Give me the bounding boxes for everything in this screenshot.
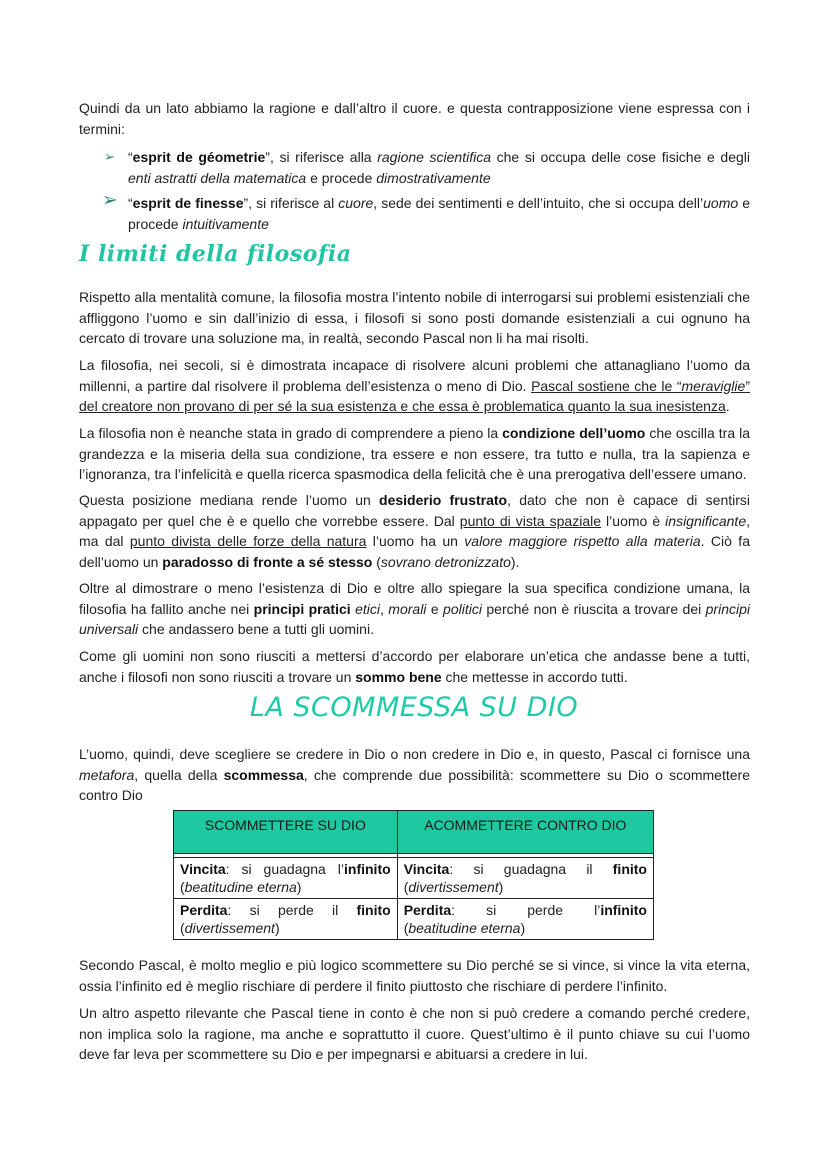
bullet-esprit-finesse: “esprit de finesse”, si riferisce al cuore, sede dei sentimenti e dell’intuito, che si occupa dell’uomo e procede intuitivamente: [128, 195, 750, 232]
paragraph-posizione-mediana: Questa posizione mediana rende l’uomo un desiderio frustrato, dato che non è capace di sentirsi appagato per quel che è e quello che vorrebbe essere. Dal punto di vista spaziale l’uomo è insignificante, ma dal punto divista delle forze della natura l’uomo ha un valore maggiore rispetto alla materia. Ciò fa dell’uomo un paradosso di fronte a sé stesso (sovrano detronizzato).: [79, 492, 750, 570]
table-header-cell: ACOMMETTERE CONTRO DIO: [397, 811, 653, 854]
intro-paragraph: Quindi da un lato abbiamo la ragione e dall’altro il cuore. e questa contrapposizione viene espressa con i termini:: [79, 100, 750, 137]
table-row: [174, 899, 654, 940]
paragraph-principi-pratici: Oltre al dimostrare o meno l’esistenza di Dio e oltre allo spiegare la sua specifica condizione umana, la filosofia ha fallito anche nei principi pratici etici, morali e politici perché non è riuscita a trovare dei principi universali che andassero bene a tutti gli uomini.: [79, 580, 750, 637]
arrow-bullet-icon: ➢: [102, 190, 118, 211]
section-heading-scommessa: LA SCOMMESSA SU DIO: [249, 692, 579, 723]
table-cell: Perdita: si perde l’infinito (beatitudine eterna): [397, 899, 653, 940]
paragraph-mentalita: Rispetto alla mentalità comune, la filosofia mostra l’intento nobile di interrogarsi sui problemi esistenziali che affliggono l’uomo e sin dall’inizio di essa, i filosofi si sono posti domande esistenziali a cui ognuno ha cercato di trovare una soluzione ma, in realtà, secondo Pascal non li ha mai risolti.: [79, 289, 750, 346]
paragraph-scommessa-intro: L’uomo, quindi, deve scegliere se credere in Dio o non credere in Dio e, in questo, Pascal ci fornisce una metafora, quella della scommessa, che comprende due possibilità: scommettere su Dio o scommettere contro Dio: [79, 746, 750, 803]
paragraph-sommo-bene: Come gli uomini non sono riusciti a mettersi d’accordo per elaborare un’etica che andasse bene a tutti, anche i filosofi non sono riusciti a trovare un sommo bene che mettesse in accordo tutti.: [79, 648, 750, 685]
table-cell: Vincita: si guadagna il finito (divertissement): [397, 858, 653, 899]
paragraph-condizione: La filosofia non è neanche stata in grado di comprendere a pieno la condizione dell’uomo che oscilla tra la grandezza e la miseria della sua condizione, tra essere e non essere, tra tutto e nulla, tra la sapienza e l’ignoranza, tra l’infelicità e quella ricerca spasmodica della felicità che è una prerogativa dell’essere umano.: [79, 425, 750, 482]
table-header-cell: SCOMMETTERE SU DIO: [174, 811, 398, 854]
wager-table: [173, 810, 654, 940]
table-header-row: [174, 811, 654, 854]
bullet-esprit-geometrie: “esprit de géometrie”, si riferisce alla ragione scientifica che si occupa delle cose fisiche e degli enti astratti della matematica e procede dimostrativamente: [128, 149, 750, 186]
arrow-bullet-icon: ➢: [104, 149, 115, 164]
paragraph-incapace: La filosofia, nei secoli, si è dimostrata incapace di risolvere alcuni problemi che attanagliano l’uomo da millenni, a partire dal risolvere il problema dell’esistenza o meno di Dio. Pascal sostiene che le “meraviglie” del creatore non provano di per sé la sua esistenza e che essa è problematica quanto la sua inesistenza.: [79, 357, 750, 414]
table-cell: Perdita: si perde il finito (divertissement): [174, 899, 398, 940]
paragraph-credere-a-comando: Un altro aspetto rilevante che Pascal tiene in conto è che non si può credere a comando perché credere, non implica solo la ragione, ma anche e soprattutto il cuore. Quest’ultimo è il punto chiave su cui l’uomo deve far leva per scommettere su Dio e per impegnarsi e abituarsi a credere in lui.: [79, 1005, 750, 1062]
section-heading-limiti-filosofia: I limiti della filosofia: [79, 241, 352, 267]
table-cell: Vincita: si guadagna l’infinito (beatitudine eterna): [174, 858, 398, 899]
paragraph-meglio-scommettere: Secondo Pascal, è molto meglio e più logico scommettere su Dio perché se si vince, si vince la vita eterna, ossia l’infinito ed è meglio rischiare di perdere il finito piuttosto che rischiare di perdere l’infinito.: [79, 957, 750, 994]
table-row: [174, 858, 654, 899]
